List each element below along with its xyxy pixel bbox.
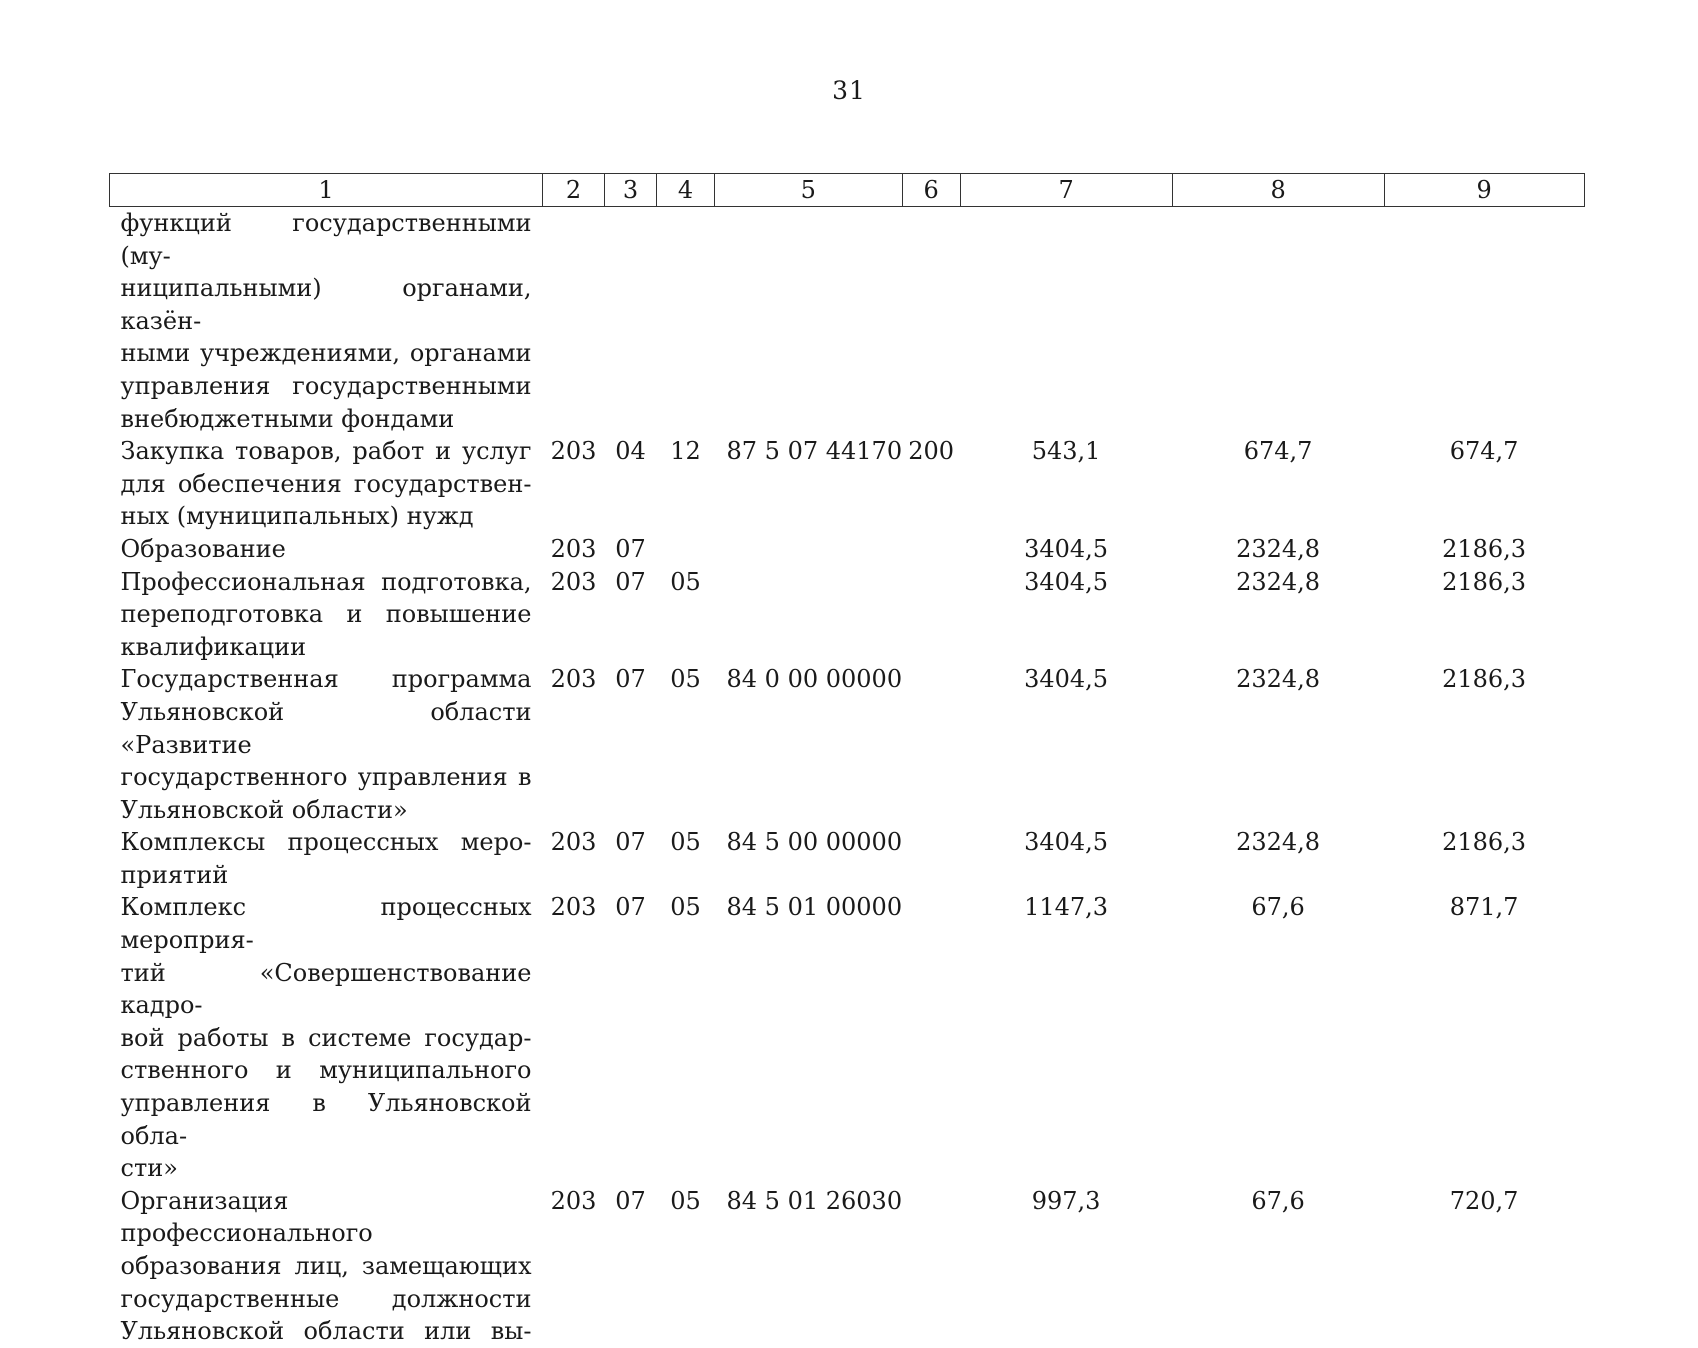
section-code-cell: 04 <box>615 437 646 466</box>
amount-col9-cell: 2186,3 <box>1442 665 1527 694</box>
section-code-cell: 07 <box>615 567 646 596</box>
table-row <box>110 663 1585 826</box>
amount-col7-cell: 1147,3 <box>1024 893 1109 922</box>
amount-col8-cell: 67,6 <box>1251 1186 1305 1215</box>
row-name-cell <box>110 891 543 1184</box>
amount-col9-cell: 674,7 <box>1449 437 1519 466</box>
row-name-line: образования лиц, замещающих <box>120 1252 532 1280</box>
admin-code-cell: 203 <box>550 893 597 922</box>
admin-code-cell: 203 <box>550 665 597 694</box>
amount-col8-cell: 67,6 <box>1251 893 1305 922</box>
row-name-line: вой работы в системе государ- <box>120 1023 532 1052</box>
page-number: 31 <box>832 76 866 105</box>
table-row <box>110 207 1585 436</box>
row-name-line: Комплексы процессных меро- <box>120 828 532 857</box>
row-name-line: внебюджетными фондами <box>120 404 455 433</box>
row-name-line: ными учреждениями, органами <box>120 339 532 368</box>
column-header: 6 <box>902 174 960 207</box>
row-name-line: Ульяновской области «Развитие <box>120 697 532 759</box>
table-row <box>110 826 1585 891</box>
subsection-code-cell: 05 <box>670 893 701 922</box>
admin-code-cell: 203 <box>550 1186 597 1215</box>
admin-code-cell: 203 <box>550 828 597 857</box>
row-name-line: Профессиональная подготовка, <box>120 567 532 596</box>
column-header: 1 <box>110 174 543 207</box>
table-row <box>110 891 1585 1184</box>
section-code-cell <box>605 207 657 436</box>
expense-type-cell <box>902 891 960 1184</box>
row-name-line: государственного управления в <box>120 763 532 792</box>
amount-col7-cell: 3404,5 <box>1024 665 1109 694</box>
row-name-line: приятий <box>120 860 229 889</box>
row-name-cell <box>110 1185 543 1348</box>
row-name-line: ниципальными) органами, казён- <box>120 274 532 335</box>
row-name-line: управления в Ульяновской обла- <box>120 1089 532 1150</box>
row-name-line: функций государственными (му- <box>120 209 532 270</box>
target-article-cell: 84 0 00 00000 <box>726 665 903 694</box>
column-header: 5 <box>715 174 903 207</box>
row-name-line: переподготовка и повышение <box>120 600 532 629</box>
row-name-cell <box>110 207 543 436</box>
table-body <box>110 207 1585 1348</box>
row-name-cell <box>110 663 543 826</box>
table-row <box>110 1185 1585 1348</box>
target-article-cell <box>715 207 903 436</box>
expense-type-cell <box>902 826 960 891</box>
amount-col8-cell: 2324,8 <box>1236 567 1321 596</box>
column-header: 3 <box>605 174 657 207</box>
target-article-cell <box>715 566 903 664</box>
section-code-cell: 07 <box>615 665 646 694</box>
table-row <box>110 435 1585 533</box>
row-name-cell <box>110 566 543 664</box>
amount-col7-cell: 3404,5 <box>1024 828 1109 857</box>
row-name-line: ственного и муниципального <box>120 1056 532 1085</box>
amount-col7-cell: 997,3 <box>1031 1186 1101 1215</box>
table-row <box>110 566 1585 664</box>
target-article-cell: 84 5 01 00000 <box>726 893 903 922</box>
amount-col9-cell: 720,7 <box>1449 1186 1519 1215</box>
subsection-code-cell: 05 <box>670 567 701 596</box>
row-name-line: Организация профессионального <box>120 1186 373 1248</box>
table-row <box>110 533 1585 566</box>
amount-col7-cell: 543,1 <box>1031 437 1101 466</box>
subsection-code-cell: 05 <box>670 665 701 694</box>
column-header: 7 <box>960 174 1172 207</box>
section-code-cell: 07 <box>615 534 646 563</box>
amount-col9-cell: 2186,3 <box>1442 567 1527 596</box>
row-name-line: Комплекс процессных мероприя- <box>120 893 532 955</box>
amount-col8-cell: 2324,8 <box>1236 828 1321 857</box>
amount-col8-cell <box>1172 207 1384 436</box>
target-article-cell: 84 5 01 26030 <box>726 1186 903 1215</box>
admin-code-cell: 203 <box>550 437 597 466</box>
expense-type-cell <box>902 1185 960 1348</box>
amount-col8-cell: 674,7 <box>1243 437 1313 466</box>
subsection-code-cell <box>657 533 715 566</box>
amount-col9-cell: 871,7 <box>1449 893 1519 922</box>
amount-col9-cell: 2186,3 <box>1442 828 1527 857</box>
column-header: 9 <box>1384 174 1584 207</box>
column-header: 4 <box>657 174 715 207</box>
row-name-line: Ульяновской области или вы- <box>120 1317 532 1346</box>
row-name-line: тий «Совершенствование кадро- <box>120 958 532 1020</box>
subsection-code-cell: 05 <box>670 828 701 857</box>
row-name-line: для обеспечения государствен- <box>120 469 532 498</box>
subsection-code-cell <box>657 207 715 436</box>
budget-table <box>109 173 1585 1348</box>
expense-type-cell <box>902 207 960 436</box>
row-name-line: сти» <box>120 1154 178 1183</box>
target-article-cell: 84 5 00 00000 <box>726 828 903 857</box>
row-name-line: ных (муниципальных) нужд <box>120 502 474 531</box>
expense-type-cell: 200 <box>908 437 954 466</box>
section-code-cell: 07 <box>615 828 646 857</box>
target-article-cell: 87 5 07 44170 <box>726 437 903 466</box>
row-name-line: управления государственными <box>120 371 532 400</box>
amount-col7-cell: 3404,5 <box>1024 567 1109 596</box>
admin-code-cell: 203 <box>550 534 597 563</box>
column-number-header-row <box>110 174 1585 207</box>
row-name-line: квалификации <box>120 632 307 661</box>
amount-col7-cell: 3404,5 <box>1024 534 1109 563</box>
row-name-cell <box>110 533 543 566</box>
row-name-line: Образование <box>120 534 286 563</box>
expense-type-cell <box>902 533 960 566</box>
subsection-code-cell: 12 <box>670 437 701 466</box>
row-name-line: государственные должности <box>120 1284 532 1313</box>
amount-col9-cell: 2186,3 <box>1442 534 1527 563</box>
row-name-cell <box>110 826 543 891</box>
amount-col7-cell <box>960 207 1172 436</box>
row-name-line: Закупка товаров, работ и услуг <box>120 437 532 466</box>
admin-code-cell <box>543 207 605 436</box>
row-name-cell <box>110 435 543 533</box>
section-code-cell: 07 <box>615 1186 646 1215</box>
amount-col8-cell: 2324,8 <box>1236 534 1321 563</box>
row-name-line: Государственная программа <box>120 665 532 694</box>
column-header: 8 <box>1172 174 1384 207</box>
section-code-cell: 07 <box>615 893 646 922</box>
amount-col9-cell <box>1384 207 1584 436</box>
expense-type-cell <box>902 663 960 826</box>
target-article-cell <box>715 533 903 566</box>
expense-type-cell <box>902 566 960 664</box>
column-header: 2 <box>543 174 605 207</box>
subsection-code-cell: 05 <box>670 1186 701 1215</box>
row-name-line: Ульяновской области» <box>120 795 408 824</box>
admin-code-cell: 203 <box>550 567 597 596</box>
amount-col8-cell: 2324,8 <box>1236 665 1321 694</box>
